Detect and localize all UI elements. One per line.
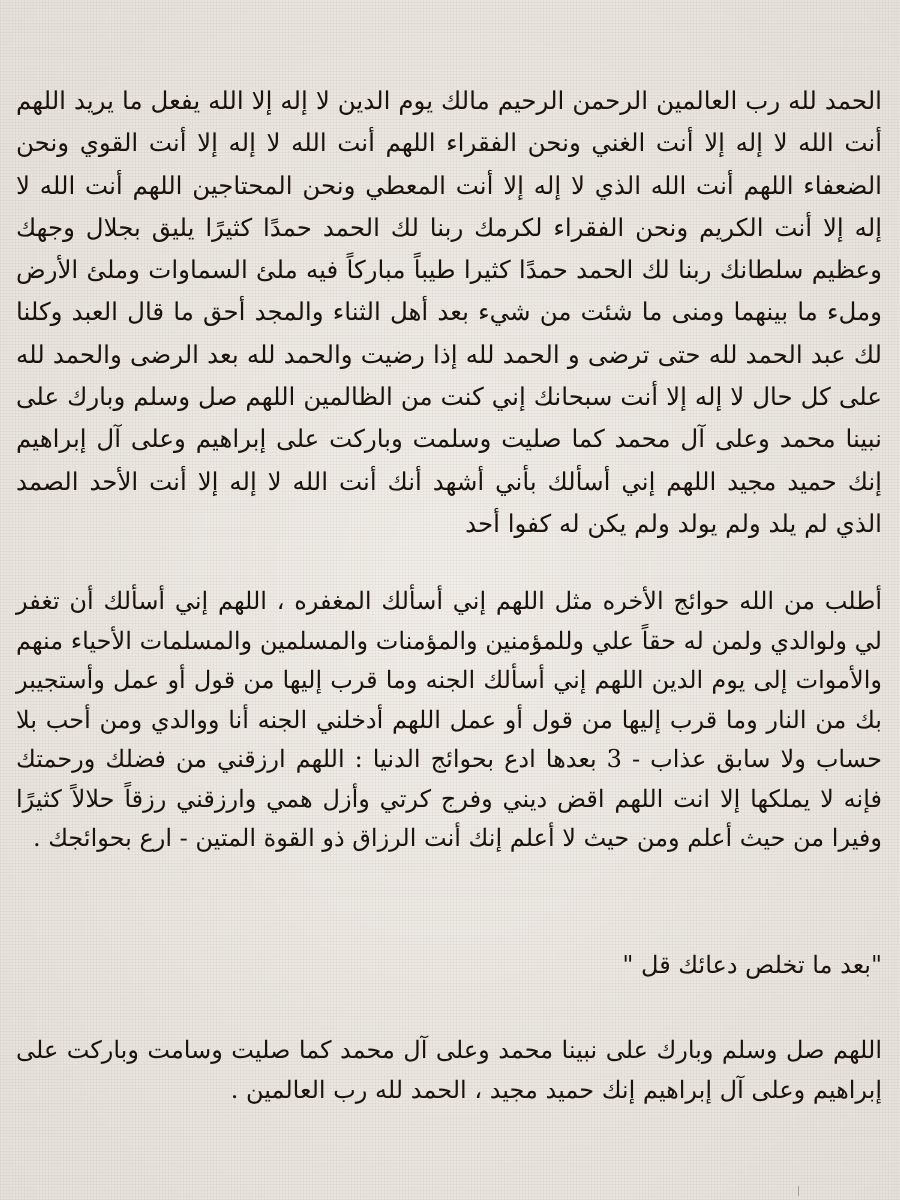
closing-instruction: "بعد ما تخلص دعائك قل " bbox=[622, 951, 882, 979]
praise-paragraph: الحمد لله رب العالمين الرحمن الرحيم مالك يوم الدين لا إله إلا الله يفعل ما يريد اللهم أنت الله لا إله إلا أنت الغني ونحن الفقراء اللهم أنت الله لا إله إلا أنت القوي ونحن الضعفاء اللهم أنت الله الذي لا إله إلا أنت المعطي ونحن المحتاجين اللهم أنت الله لا إله إلا أنت الكريم ونحن الفقراء لكرمك ربنا لك الحمد حمدًا كثيرًا يليق بجلال وجهك وعظيم سلطانك ربنا لك الحمد حمدًا كثيرا طيباً مباركاً فيه ملئ السماوات وملئ الأرض وملء ما بينهما ومنى ما شئت من شيء بعد أهل الثناء والمجد أحق ما قال العبد وكلنا لك عبد الحمد لله حتى ترضى و الحمد لله إذا رضيت والحمد لله بعد الرضى والحمد لله على كل حال لا إله إلا أنت سبحانك إني كنت من الظالمين اللهم صل وسلم وبارك على نبينا محمد وعلى آل محمد كما صليت وسلمت وباركت على إبراهيم وعلى آل إبراهيم إنك حميد مجيد اللهم إني أسألك بأني أشهد أنك أنت الله لا إله إلا أنت الأحد الصمد الذي لم يلد ولم يولد ولم يكن له كفوا أحد bbox=[16, 86, 882, 538]
supplication-paragraph: أطلب من الله حوائج الأخره مثل اللهم إني أسألك المغفره ، اللهم إني أسألك أن تغفر لي ولوالدي ولمن له حقاً علي وللمؤمنين والمؤمنات والمسلمين والمسلمات الأحياء منهم والأموات إلى يوم الدين اللهم إني أسألك الجنه وما قرب إليها من قول أو عمل وأستجيبر بك من النار وما قرب إليها من قول أو عمل اللهم أدخلني الجنه أنا ووالدي ومن أحب بلا حساب ولا سابق عذاب - 3 بعدها ادع بحوائج الدنيا : اللهم ارزقني من فضلك ورحمتك فإنه لا يملكها إلا انت اللهم اقض ديني وفرج كرتي وأزل همي وارزقني رزقاً حلالاً كثيرًا وفيرا من حيث أعلم ومن حيث لا أعلم إنك أنت الرزاق ذو القوة المتين - ارع بحوائجك . bbox=[16, 587, 882, 852]
salawat-paragraph: اللهم صل وسلم وبارك على نبينا محمد وعلى آل محمد كما صليت وسامت وباركت على إبراهيم وعلى آل إبراهيم إنك حميد مجيد ، الحمد لله رب العالمين . bbox=[16, 1036, 882, 1104]
page-edge-mark bbox=[798, 1186, 805, 1196]
